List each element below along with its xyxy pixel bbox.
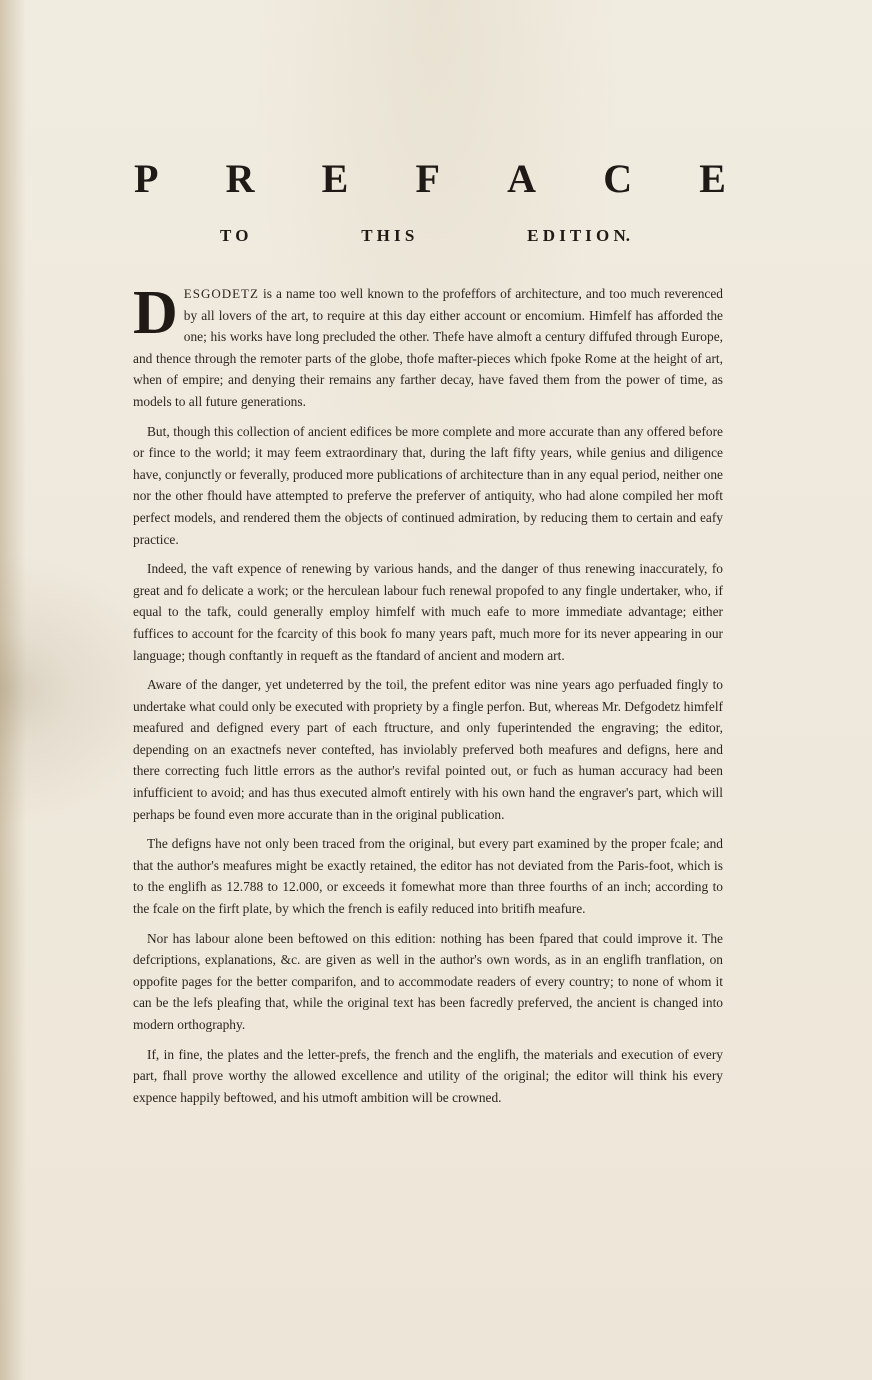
title-letter: E [321, 155, 349, 201]
title-letter: E [699, 155, 726, 201]
title-letter: F [415, 155, 440, 201]
drop-cap: D [133, 279, 178, 347]
page-title [134, 152, 726, 204]
paragraph-6: Nor has labour alone been beftowed on this edition: nothing has been fpared that could improve it. The defcriptions, explanations, &c. are given as well in the author's own words, as in an englifh tranflation, on oppofite pages for the better comparifon, and to accommodate readers of every country; to none of whom it can be the lefs pleafing that, while the original text has been facredly preferved, the ancient is changed into modern orthography. [133, 930, 723, 1032]
subtitle-word: E D I T I O N. [527, 226, 630, 245]
subtitle-word: T H I S [361, 226, 415, 245]
title-letter: R [225, 155, 255, 201]
title-letter: A [507, 155, 537, 201]
paragraph-7: If, in fine, the plates and the letter-prefs, the french and the englifh, the materials and execution of every part, fhall prove worthy the allowed excellence and utility of the original; the editor will think his every expence happily beftowed, and his utmoft ambition will be crowned. [133, 1046, 723, 1105]
paragraph-1 [133, 279, 723, 413]
paragraph-5: The defigns have not only been traced from the original, but every part examined by the proper fcale; and that the author's meafures might be exactly retained, the editor has not deviated from the Paris-foot, which is to the englifh as 12.788 to 12.000, or exceeds it fomewhat more than three fourths of an inch; according to the fcale on the firft plate, by which the french is eafily reduced into britifh meafure. [133, 836, 723, 917]
paragraph-2: But, though this collection of ancient edifices be more complete and more accurate than any offered before or fince to the world; it may feem extraordinary that, during the laft fifty years, while genius and diligence have, conjunctly or feverally, produced more publications of architecture than in any equal period, neither one nor the other fhould have attempted to preferve the preferver of antiquity, who had alone compiled her moft perfect models, and rendered them the objects of continued admiration, by reducing them to certain and eafy practice. [133, 423, 723, 547]
paragraph-4: Aware of the danger, yet undeterred by the toil, the prefent editor was nine years ago perfuaded fingly to undertake what could only be executed with propriety by a fingle perfon. But, whereas Mr. Defgodetz himfelf meafured and defigned every part of each ftructure, and only fuperintended the engraving; the editor, depending on an exactnefs never contefted, has inviolably preferved both meafures and defigns, here and there correcting fuch little errors as the author's revifal pointed out, or fuch as human accuracy had been infufficient to avoid; and has thus executed almoft entirely with his own hand the engraver's part, which will perhaps be found even more accurate than in the original publication. [133, 677, 723, 822]
paragraph-1-text: is a name too well known to the profeffors of architecture, and too much reverenced by all lovers of the art, to require at this day either account or encomium. Himfelf has afforded the one; his works have long precluded the other. Thefe have almoft a century diffufed through Europe, and thence through the remoter parts of the globe, thofe mafter-pieces which fpoke Rome at the height of art, when of empire; and denying their remains any farther decay, have faved them from the power of time, as models to all future generations. [133, 286, 723, 409]
paragraph-3: Indeed, the vaft expence of renewing by various hands, and the danger of thus renewing inaccurately, fo great and fo delicate a work; or the herculean labour fuch renewal propofed to any fingle undertaker, who, if equal to the tafk, could generally employ himfelf with much eafe to more immediate advantage; either fuffices to account for the fcarcity of this book fo many years paft, much more for its never appearing in our language; though conftantly in requeft as the ftandard of ancient and modern art. [133, 561, 723, 663]
title-letter: P [134, 155, 159, 201]
preface-body [133, 279, 723, 1116]
subtitle-word: T O [220, 226, 249, 245]
lead-word: ESGODETZ [183, 286, 259, 301]
page-subtitle [220, 224, 630, 248]
title-letter: C [603, 155, 633, 201]
